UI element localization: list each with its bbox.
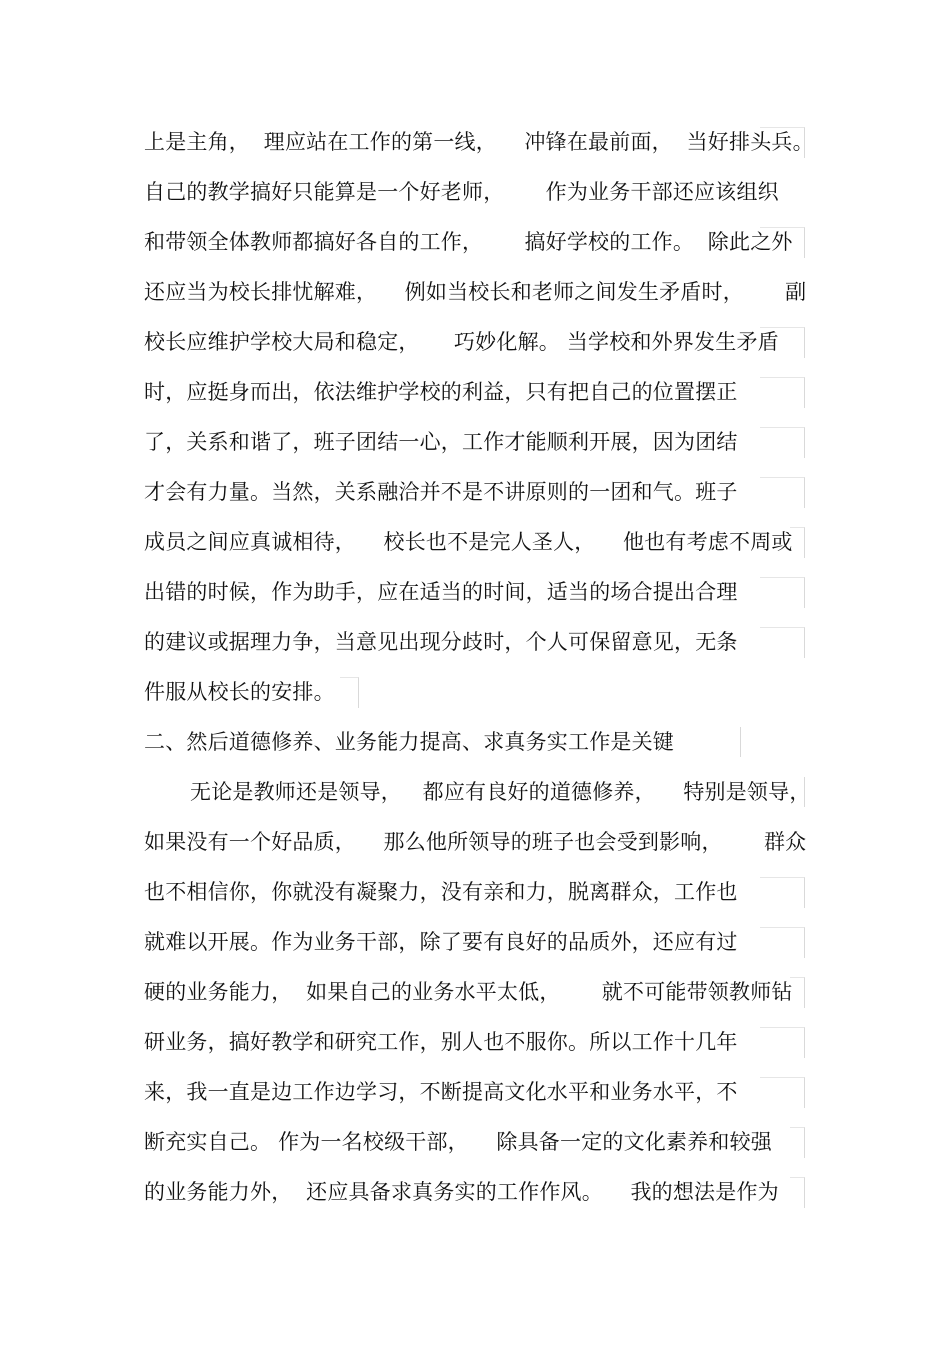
scan-artifact [760,427,805,458]
text-line: 和带领全体教师都搞好各自的工作， 搞好学校的工作。 除此之外 [144,230,793,254]
text-line: 研业务，搞好教学和研究工作，别人也不服你。所以工作十几年 [144,1030,738,1054]
text-line: 的业务能力外， 还应具备求真务实的工作作风。 我的想法是作为 [144,1180,779,1204]
scan-artifact [760,1027,805,1058]
text-line: 件服从校长的安排。 [144,680,335,704]
text-line: 如果没有一个好品质， 那么他所领导的班子也会受到影响， 群众 [144,830,807,854]
scan-artifact [760,477,805,508]
text-line: 校长应维护学校大局和稳定， 巧妙化解。 当学校和外界发生矛盾 [144,330,779,354]
text-line: 自己的教学搞好只能算是一个好老师， 作为业务干部还应该组织 [144,180,779,204]
text-line: 成员之间应真诚相待， 校长也不是完人圣人， 他也有考虑不周或 [144,530,793,554]
text-line: 硬的业务能力， 如果自己的业务水平太低， 就不可能带领教师钻 [144,980,793,1004]
text-line: 还应当为校长排忧解难， 例如当校长和老师之间发生矛盾时， 副 [144,280,807,304]
text-line: 上是主角， 理应站在工作的第一线， 冲锋在最前面， 当好排头兵。 [144,130,814,154]
scan-artifact [790,1127,805,1158]
scan-artifact [760,377,805,408]
text-line: 也不相信你，你就没有凝聚力，没有亲和力，脱离群众，工作也 [144,880,738,904]
scan-artifact [790,1177,805,1208]
section-heading: 二、然后道德修养、业务能力提高、求真务实工作是关键 [144,730,674,754]
text-line: 出错的时候，作为助手，应在适当的时间，适当的场合提出合理 [144,580,738,604]
text-line: 的建议或据理力争，当意见出现分歧时，个人可保留意见，无条 [144,630,738,654]
scan-artifact [760,1077,805,1108]
text-line: 来，我一直是边工作边学习，不断提高文化水平和业务水平，不 [144,1080,738,1104]
text-line: 时，应挺身而出，依法维护学校的利益，只有把自己的位置摆正 [144,380,738,404]
scan-artifact [760,877,805,908]
text-line: 才会有力量。当然，关系融洽并不是不讲原则的一团和气。班子 [144,480,738,504]
scan-artifact [700,727,741,757]
text-line: 就难以开展。作为业务干部，除了要有良好的品质外，还应有过 [144,930,738,954]
scan-artifact [760,627,805,658]
text-line: 断充实自己。 作为一名校级干部， 除具备一定的文化素养和较强 [144,1130,772,1154]
text-line: 了，关系和谐了，班子团结一心，工作才能顺利开展，因为团结 [144,430,738,454]
scan-artifact [760,927,805,958]
scan-artifact [760,577,805,608]
scan-artifact [340,677,359,708]
text-line: 无论是教师还是领导， 都应有良好的道德修养， 特别是领导， [190,780,811,804]
